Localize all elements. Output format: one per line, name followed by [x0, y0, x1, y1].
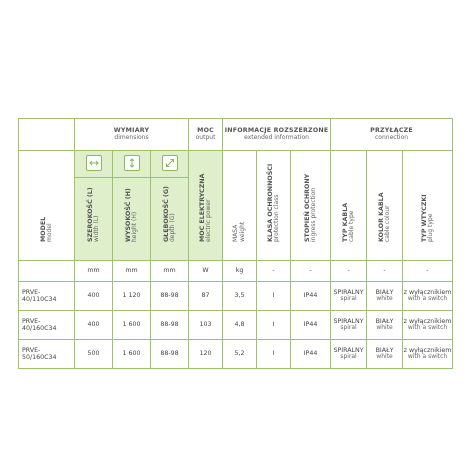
unit-cell: W	[189, 261, 223, 282]
class-cell: I	[257, 282, 291, 311]
icon-row	[19, 151, 453, 178]
power-sublabel: electric power	[204, 199, 212, 242]
mass-label: MASA	[231, 224, 239, 243]
extended-group-label: INFORMACJE ROZSZERZONE	[224, 126, 329, 134]
mass-cell: 5,2	[223, 340, 257, 369]
dimensions-group-sublabel: dimensions	[114, 134, 149, 142]
plug-cell	[403, 282, 453, 311]
cable-type-value: SPIRALNY	[333, 346, 364, 354]
cable-colour-value: BIAŁY	[375, 288, 394, 296]
model-cell: PRVE-40/110C34	[19, 282, 75, 311]
class-cell: I	[257, 340, 291, 369]
power-cell: 103	[189, 311, 223, 340]
table-row	[19, 340, 453, 369]
width-column-header	[75, 178, 113, 261]
cable-type-subvalue: spiral	[340, 324, 357, 332]
extended-group-header	[223, 119, 331, 151]
plug-subvalue: with a switch	[407, 295, 448, 303]
cable-colour-subvalue: white	[376, 353, 393, 361]
plug-type-label: TYP WTYCZKI	[420, 194, 428, 242]
model-sublabel: model	[45, 223, 53, 242]
unit-cell: mm	[75, 261, 113, 282]
cable-type-cell	[331, 282, 367, 311]
width-sublabel: width (L)	[92, 215, 100, 242]
cable-colour-value: BIAŁY	[375, 346, 394, 354]
unit-cell: kg	[223, 261, 257, 282]
plug-type-sublabel: plug type	[426, 213, 434, 242]
unit-cell: -	[367, 261, 403, 282]
depth-icon-cell	[151, 151, 189, 178]
plug-subvalue: with a switch	[407, 324, 448, 332]
cable-type-cell	[331, 311, 367, 340]
height-column-header	[113, 178, 151, 261]
height-cell: 1 600	[113, 311, 151, 340]
width-icon-cell	[75, 151, 113, 178]
connection-group-header	[331, 119, 453, 151]
protection-class-sublabel: protection class	[272, 194, 280, 242]
height-cell: 1 120	[113, 282, 151, 311]
depth-column-header	[151, 178, 189, 261]
unit-cell: mm	[151, 261, 189, 282]
depth-label: GŁĘBOKOŚĆ (G)	[162, 185, 170, 242]
plug-value: z wyłącznikiem	[403, 288, 452, 296]
power-group-sublabel: output	[195, 134, 216, 142]
height-arrows-icon	[124, 155, 140, 171]
ip-cell: IP44	[291, 340, 331, 369]
cable-colour-subvalue: white	[376, 295, 393, 303]
connection-group-sublabel: connection	[375, 134, 409, 142]
spec-table	[18, 118, 453, 369]
cable-colour-value: BIAŁY	[375, 317, 394, 325]
cable-type-sublabel: cable type	[347, 210, 355, 242]
plug-value: z wyłącznikiem	[403, 346, 452, 354]
class-cell: I	[257, 311, 291, 340]
cable-colour-column-header	[367, 151, 403, 261]
cable-colour-cell	[367, 340, 403, 369]
depth-diagonal-arrows-icon	[162, 155, 178, 171]
depth-cell: 88-98	[151, 311, 189, 340]
plug-value: z wyłącznikiem	[403, 317, 452, 325]
ingress-column-header	[291, 151, 331, 261]
cable-type-cell	[331, 340, 367, 369]
cable-colour-cell	[367, 282, 403, 311]
power-column-header	[189, 151, 223, 261]
cable-colour-sublabel: cable colour	[383, 205, 391, 242]
mass-cell: 3,5	[223, 282, 257, 311]
units-model-cell	[19, 261, 75, 282]
model-column-header	[19, 151, 75, 261]
cable-colour-subvalue: white	[376, 324, 393, 332]
table-row	[19, 311, 453, 340]
mass-column-header	[223, 151, 257, 261]
depth-sublabel: depth (G)	[168, 213, 176, 242]
cable-type-value: SPIRALNY	[333, 288, 364, 296]
plug-cell	[403, 311, 453, 340]
power-cell: 87	[189, 282, 223, 311]
power-group-header	[189, 119, 223, 151]
dimensions-group-label: WYMIARY	[113, 126, 150, 134]
unit-cell: -	[257, 261, 291, 282]
cable-type-label: TYP KABLA	[341, 202, 349, 242]
cable-type-subvalue: spiral	[340, 353, 357, 361]
power-group-label: MOC	[197, 126, 214, 134]
model-column-title	[39, 217, 53, 242]
cable-colour-cell	[367, 311, 403, 340]
model-label: MODEL	[39, 216, 47, 242]
connection-group-label: PRZYŁĄCZE	[370, 126, 413, 134]
mass-cell: 4,8	[223, 311, 257, 340]
unit-cell: mm	[113, 261, 151, 282]
model-cell: PRVE-50/160C34	[19, 340, 75, 369]
height-cell: 1 600	[113, 340, 151, 369]
protection-class-label: KLASA OCHRONNOŚCI	[266, 163, 274, 242]
model-group-header	[19, 119, 75, 151]
unit-cell: -	[403, 261, 453, 282]
units-row	[19, 261, 453, 282]
depth-cell: 88-98	[151, 282, 189, 311]
width-cell: 400	[75, 282, 113, 311]
height-label: WYSOKOŚĆ (H)	[124, 188, 132, 242]
ip-cell: IP44	[291, 282, 331, 311]
dimensions-group-header	[75, 119, 189, 151]
mass-sublabel: weight	[238, 221, 246, 243]
width-label: SZEROKOŚĆ (L)	[86, 187, 94, 242]
depth-cell: 88-98	[151, 340, 189, 369]
power-label: MOC ELEKTRYCZNA	[198, 173, 206, 242]
cable-colour-label: KOLOR KABLA	[377, 192, 385, 242]
unit-cell: -	[291, 261, 331, 282]
group-header-row	[19, 119, 453, 151]
extended-group-sublabel: extended information	[244, 134, 309, 142]
table-row	[19, 282, 453, 311]
cable-type-subvalue: spiral	[340, 295, 357, 303]
height-icon-cell	[113, 151, 151, 178]
height-sublabel: height (H)	[130, 211, 138, 242]
plug-type-column-header	[403, 151, 453, 261]
cable-type-column-header	[331, 151, 367, 261]
width-arrows-icon	[86, 155, 102, 171]
width-cell: 500	[75, 340, 113, 369]
width-cell: 400	[75, 311, 113, 340]
plug-cell	[403, 340, 453, 369]
ingress-sublabel: ingress protection	[309, 187, 317, 242]
protection-class-column-header	[257, 151, 291, 261]
plug-subvalue: with a switch	[407, 353, 448, 361]
model-cell: PRVE-40/160C34	[19, 311, 75, 340]
unit-cell: -	[331, 261, 367, 282]
power-cell: 120	[189, 340, 223, 369]
ip-cell: IP44	[291, 311, 331, 340]
ingress-label: STOPIEŃ OCHRONY	[303, 173, 311, 242]
cable-type-value: SPIRALNY	[333, 317, 364, 325]
